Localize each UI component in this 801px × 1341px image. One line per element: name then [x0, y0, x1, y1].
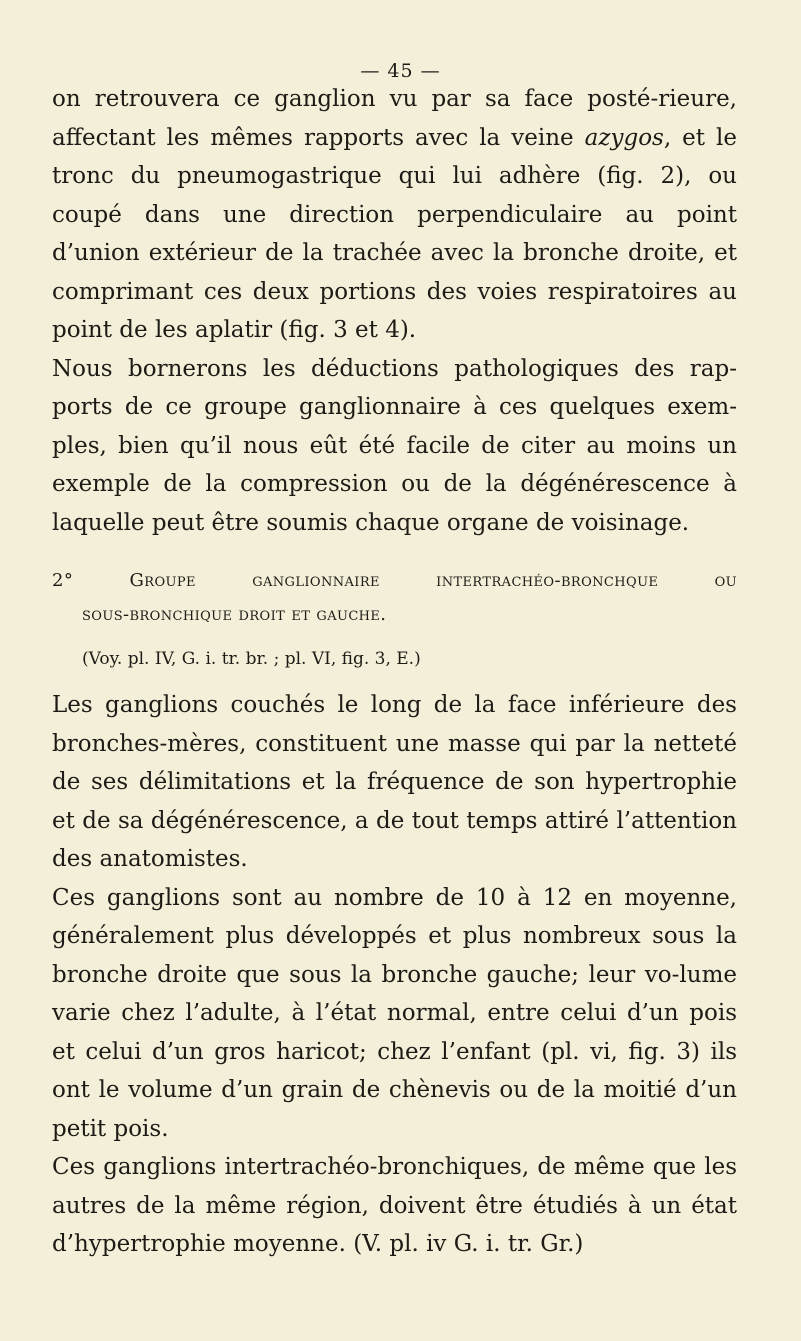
section-heading-line-1: 2° Groupe ganglionnaire intertrachéo-bronchque ou: [52, 570, 737, 591]
section-reference: (Voy. pl. IV, G. i. tr. br. ; pl. VI, fig. 3, E.): [82, 649, 421, 669]
page-number: — 45 —: [360, 60, 441, 82]
paragraph-2: Nous bornerons les déductions pathologiques des rap-ports de ce groupe ganglionnaire à ces quelques exem-ples, bien qu’il nous eût été facile de citer au moins un exemple de la compression ou de la dégénérescence à laquelle peut être soumis chaque organe de voisinage.: [52, 355, 737, 536]
paragraph-4: Ces ganglions sont au nombre de 10 à 12 en moyenne, généralement plus développés et plus nombreux sous la bronche droite que sous la bronche gauche; leur vo-lume varie chez l’adulte, à l’état normal, entre celui d’un pois et celui d’un gros haricot; chez l’enfant (pl. vi, fig. 3) ils ont le volume d’un grain de chènevis ou de la moitié d’un petit pois.: [52, 884, 737, 1142]
paragraph-1-italic-term: azygos: [584, 124, 664, 151]
paragraph-1: [52, 80, 737, 350]
paragraph-3: Les ganglions couchés le long de la face inférieure des bronches-mères, constituent une masse qui par la netteté de ses délimitations et la fréquence de son hypertrophie et de sa dégénérescence, a de tout temps attiré l’attention des anatomistes.: [52, 692, 737, 872]
paragraph-1-text-b: , et le tronc du pneumogastrique qui lui adhère (fig. 2), ou coupé dans une direction perpendiculaire au point d’union extérieur de la trachée avec la bronche droite, et comprimant ces deux portions des voies respiratoires au point de les aplatir (fig. 3 et 4).: [52, 124, 737, 343]
section-heading-line-2: sous-bronchique droit et gauche.: [82, 604, 387, 625]
paragraph-5: Ces ganglions intertrachéo-bronchiques, de même que les autres de la même région, doivent être étudiés à un état d’hypertrophie moyenne. (V. pl. iv G. i. tr. Gr.): [52, 1154, 737, 1257]
section-heading: [52, 564, 737, 632]
paragraph-1-text-a: on retrouvera ce ganglion vu par sa face posté-rieure, affectant les mêmes rapports avec la veine: [52, 86, 737, 151]
